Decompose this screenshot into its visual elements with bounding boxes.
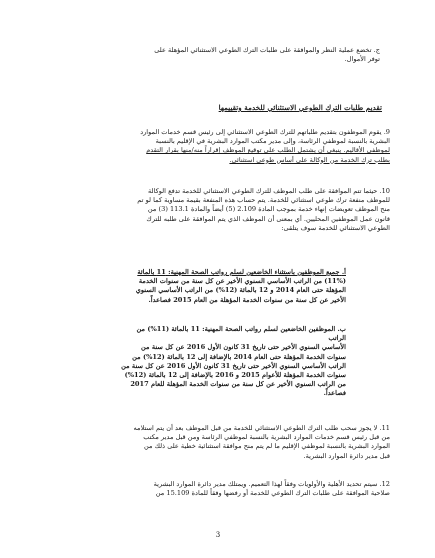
item-j-marker: ج. (373, 46, 380, 54)
paragraph-11 (60, 424, 390, 461)
paragraph-9-line-3: لموظفي الأقاليم. ينبغي أن يشتمل الطلب على توقيع الموظف إقراراً منه/منها بقرار التقدم (146, 146, 390, 155)
paragraph-9-line-1: 9. يقوم الموظفون بتقديم طلباتهم للترك الطوعي الاستثنائي إلى رئيس قسم خدمات الموارد (140, 128, 390, 136)
section-heading: تقديم طلبات الترك الطوعي الاستثنائي للخدمة وتقييمها (218, 103, 382, 112)
item-a-line-1: أ. جميع الموظفين باستثناء الخاضعين لسلم رواتب الصحة المهنية: 11 بالمائة (137, 268, 346, 276)
paragraph-11-line-1: 11. لا يجوز سحب طلب الترك الطوعي الاستثنائي للخدمة من قبل الموظف بعد أن يتم استلامه (133, 424, 390, 432)
paragraph-9 (60, 128, 390, 165)
paragraph-10-marker: 10. (379, 187, 390, 195)
paragraph-10-line-5: الطوعي الاستثنائي للخدمة سوف يتلقى: (281, 223, 390, 232)
item-b (118, 325, 346, 399)
item-b-marker: ب. (337, 325, 346, 333)
item-a-line-3: المؤهلة حتى العام 2014 و 12 بالمائة (12%) من الراتب الأساسي السنوي (135, 286, 346, 295)
item-j (60, 46, 380, 64)
paragraph-10-line-4: قانون عمل الموظفين المحليين. أي بمعنى أن الموظف الذي يتم الموافقة على طلبه للترك (146, 214, 390, 223)
paragraph-12 (60, 480, 390, 498)
item-a-line-4: الأخير عن كل سنة من سنوات الخدمة المؤهلة من العام 2015 فصاعداً. (148, 295, 346, 304)
item-b-line-4: الراتب الأساسي السنوي الأخير حتى تاريخ 31 كانون الأول 2016 عن كل سنة من (121, 361, 346, 370)
paragraph-10-line-1: 10. حيثما تتم الموافقة على طلب الموظف للترك الطوعي الاستثنائي للخدمة تدفع الوكالة (148, 187, 390, 195)
paragraph-12-marker: 12. (379, 480, 390, 488)
item-a-marker: أ. (341, 268, 346, 276)
paragraph-12-line-2: صلاحية الموافقة على طلبات الترك الطوعي للخدمة أو رفضها وفقاً للمادة 15.109 من (155, 489, 390, 498)
item-a-line-2: (11%) من الراتب الأساسي السنوي الأخير عن كل سنة من سنوات الخدمة (138, 277, 346, 286)
paragraph-11-line-4: قبل مدير دائرة الموارد البشرية. (303, 451, 390, 460)
paragraph-9-line-4: بطلب ترك الخدمة من الوكالة على أساس طوعي استثنائي. (229, 155, 390, 164)
item-b-line-5: سنوات الخدمة المؤهلة للأعوام 2015 و 2016 بالإضافة إلى 12 بالمائة (12%) (124, 371, 346, 380)
page-number: 3 (215, 531, 221, 539)
item-j-line-1: ج. تخضع عملية النظر والموافقة على طلبات الترك الطوعي الاستثنائي المؤهلة على (154, 46, 380, 54)
item-a (118, 268, 346, 305)
item-b-line-6: من الراتب السنوي الأخير عن كل سنة من سنوات الخدمة المؤهلة للعام 2017 (130, 380, 346, 389)
item-b-line-7: فصاعداً. (323, 389, 346, 398)
paragraph-9-marker: 9. (383, 128, 390, 136)
paragraph-10-line-2: للموظف منفعة ترك طوعي استثنائي للخدمة. يتم حساب هذه المنفعة بقيمة مساوية كما لو تم (137, 196, 390, 205)
paragraph-12-line-1: 12. سيتم تحديد الأهلية والأولويات وفقاً لهذا التعميم. ويمتلك مدير دائرة الموارد البشرية (153, 480, 390, 488)
paragraph-10-line-3: منح الموظف تعويضات إنهاء خدمة بموجب المادة 2.109 (5) أيضاً والمادة 113.1 (3) من (147, 205, 390, 214)
item-j-line-2: توفر الأموال. (344, 55, 380, 64)
paragraph-11-line-2: من قبل رئيس قسم خدمات الموارد البشرية بالنسبة لموظفي الرئاسة ومن قبل مدير مكتب (143, 433, 390, 442)
paragraph-11-line-3: الموارد البشرية بالنسبة لموظفي الإقليم ما لم يتم منح موافقة استثنائية خطية على ذلك من (143, 442, 390, 451)
item-b-line-2: الأساسي السنوي الأخير حتى تاريخ 31 كانون الأول 2016 عن كل سنة من (141, 343, 346, 352)
item-b-line-3: سنوات الخدمة المؤهلة حتى العام 2014 بالإضافة إلى 12 بالمائة (12%) من (132, 352, 346, 361)
paragraph-11-marker: 11. (379, 424, 390, 432)
paragraph-10 (60, 187, 390, 233)
item-b-line-1: ب. الموظفين الخاضعين لسلم رواتب الصحة المهنية: 11 بالمائة (11%) من الراتب (136, 325, 346, 343)
paragraph-9-line-2: البشرية بالنسبة لموظفي الرئاسة، وإلى مدير مكتب الموارد البشرية في الإقليم بالنسبة (155, 137, 390, 146)
